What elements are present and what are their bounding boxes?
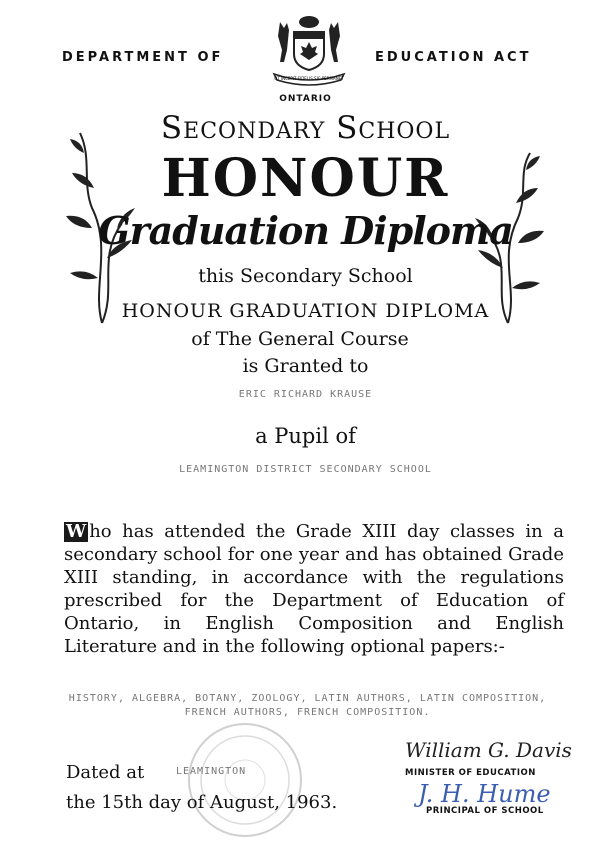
title-secondary-school: Secondary School	[160, 110, 451, 146]
body-line-3: of The General Course	[191, 328, 409, 350]
minister-signature: William G. Davis	[405, 738, 572, 762]
ontario-coat-of-arms-icon	[266, 12, 352, 90]
province-label: ONTARIO	[279, 94, 332, 104]
recipient-name: ERIC RICHARD KRAUSE	[238, 389, 373, 400]
date-line: the 15th day of August, 1963.	[66, 792, 338, 813]
body-line-4: is Granted to	[242, 355, 369, 377]
body-line-2: HONOUR GRADUATION DIPLOMA	[121, 300, 490, 322]
pupil-of-text: a Pupil of	[255, 424, 356, 448]
act-left-text: DEPARTMENT OF	[62, 50, 224, 65]
act-right-text: EDUCATION ACT	[375, 50, 532, 65]
minister-role: MINISTER OF EDUCATION	[405, 768, 536, 778]
embossed-seal-icon	[175, 720, 315, 840]
drop-cap-initial: W	[66, 521, 87, 542]
paragraph-text: ho has attended the Grade XIII day classes in a secondary school for one year and has obtained Grade XIII standing, in accordance with the regulations prescribed for the Department of Education of Ontario, in English Composition and English Literature and in the following optional papers:-	[64, 521, 564, 657]
subjects-list	[55, 692, 560, 720]
principal-role: PRINCIPAL OF SCHOOL	[426, 806, 544, 816]
subjects-line-2: FRENCH AUTHORS, FRENCH COMPOSITION.	[184, 707, 431, 718]
school-name: LEAMINGTON DISTRICT SECONDARY SCHOOL	[179, 464, 432, 475]
body-line-1: this Secondary School	[198, 265, 413, 287]
dated-at-label: Dated at	[66, 762, 145, 783]
attendance-paragraph	[64, 520, 564, 658]
subjects-line-1: HISTORY, ALGEBRA, BOTANY, ZOOLOGY, LATIN AUTHORS, LATIN COMPOSITION,	[68, 693, 547, 704]
dated-place: LEAMINGTON	[176, 766, 247, 777]
title-honour: HONOUR	[161, 148, 450, 209]
principal-signature: J. H. Hume	[418, 780, 551, 808]
crest-motto: UT INCEPIT FIDELIS SIC PERMANET	[274, 76, 344, 81]
title-graduation-diploma: Graduation Diploma	[98, 208, 513, 253]
